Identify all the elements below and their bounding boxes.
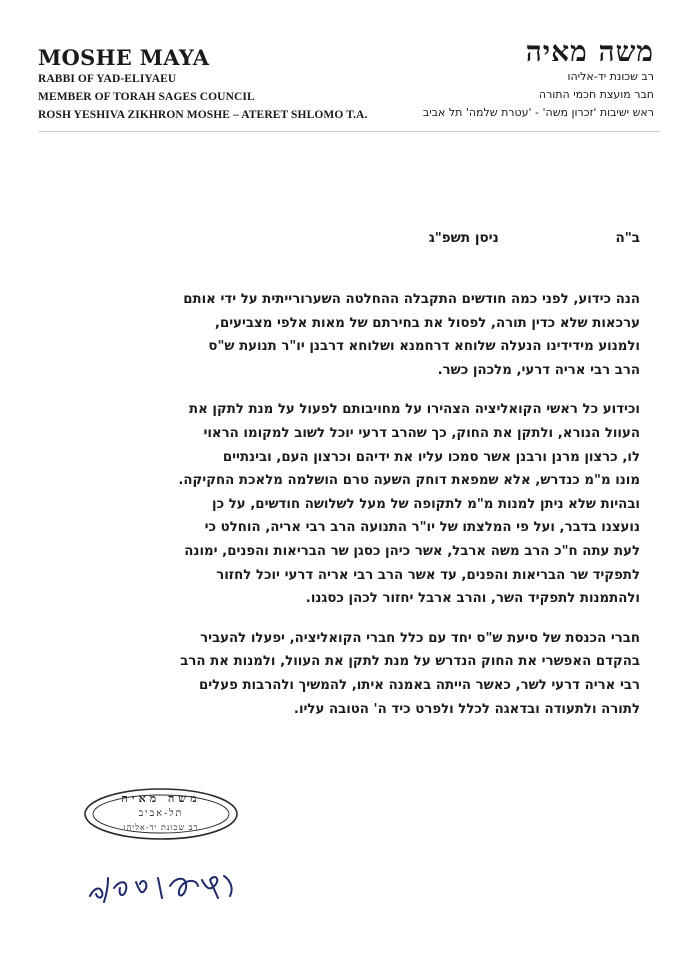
letter-date: ניסן תשפ"ג — [428, 230, 499, 246]
paragraph-2 — [84, 398, 640, 610]
body-line: מונו מ"מ כנדרש, אלא שמפאת דוחק השעה טרם הושלמה מלאכת החקיקה. — [178, 473, 640, 489]
stamp-city: תל-אביב — [138, 808, 184, 819]
body-line: ולמנוע מידידינו הנעלה שלוחא דרחמנא ושלוחא דרבנן יו"ר תנועת ש"ס — [208, 339, 640, 355]
body-line: רבי אריה דרעי לשר, כאשר הייתה באמנה איתו, להמשיך ולהרבות פעלים — [199, 677, 640, 693]
body-line: ובהיות שלא ניתן למנות מ"מ לתקופה של מעל לשלושה חודשים, על כן — [212, 496, 640, 512]
letter-body — [84, 288, 640, 737]
body-line: לתפקיד שר הבריאות והפנים, עד אשר הרב רבי אריה דרעי יוכל לחזור — [216, 567, 640, 583]
letterhead-title-en-2: MEMBER OF TORAH SAGES COUNCIL — [38, 91, 255, 103]
letterhead-title-en-3: ROSH YESHIVA ZIKHRON MOSHE – ATERET SHLOMO T.A. — [38, 109, 368, 121]
body-line: העוול הנורא, ולתקן את החוק, כך שהרב דרעי יוכל לשוב למקומו הראוי — [203, 425, 640, 441]
paragraph-3 — [84, 627, 640, 721]
letterhead-title-he-3: ראש ישיבות 'זכרון משה' - 'עטרת שלמה' תל אביב — [422, 106, 654, 119]
rabbi-stamp — [82, 786, 240, 842]
bh-mark: ב"ה — [615, 230, 640, 246]
date-line — [60, 228, 640, 248]
letterhead-name-en: MOSHE MAYA — [38, 45, 210, 70]
letterhead-title-he-2: חבר מועצת חכמי התורה — [538, 88, 654, 101]
body-line: הנה כידוע, לפני כמה חודשים התקבלה ההחלטה השערורייתית על ידי אותם — [183, 292, 640, 307]
stamp-title: רב שכונת יד-אליהו — [123, 823, 199, 832]
letterhead-divider — [38, 131, 660, 132]
body-line: לתורה ולתעודה ובדאגה לכלל ולפרט כיד ה' הטובה עליו. — [293, 701, 640, 717]
paragraph-1 — [84, 288, 640, 382]
signature-icon — [84, 858, 244, 908]
body-line: נועצנו בדבר, ועל פי המלצתו של יו"ר התנועה הרב רבי אריה, הוחלט כי — [204, 520, 640, 536]
handwritten-signature — [84, 858, 244, 908]
body-line: חברי הכנסת של סיעת ש"ס יחד עם כלל חברי הקואליציה, יפעלו להעביר — [200, 630, 640, 646]
stamp-name: משה מאיה — [121, 792, 201, 805]
body-line: וכידוע כל ראשי הקואליציה הצהירו על מחויבותם לפעול על מנת לתקן את — [188, 402, 640, 418]
body-line: ולהתמנות לתפקיד השר, והרב ארבל יחזור לכהן כסגנו. — [305, 591, 640, 607]
letterhead-title-en-1: RABBI OF YAD-ELIYAEU — [38, 73, 177, 85]
body-line: בהקדם האפשרי את החוק הנדרש על מנת לתקן את העוול, ולמנות את הרב — [180, 654, 640, 670]
body-line: ערכאות שלא כדין תורה, לפסול את בחירתם של מאות אלפי מצביעים, — [214, 315, 640, 331]
body-line: לו, כרצון מרנן ורבנן אשר סמכו עליו את ידיהם וכרצון העם, ובינתיים — [222, 449, 640, 465]
body-line: הרב רבי אריה דרעי, מלכהן כשר. — [437, 362, 640, 378]
letterhead-name-he: משה מאיה — [525, 35, 654, 68]
body-line: לעת עתה ח"כ הרב משה ארבל, אשר כיהן כסגן שר הבריאות והפנים, ימונה — [184, 543, 640, 559]
letterhead-title-he-1: רב שכונת יד-אליהו — [567, 70, 654, 83]
letterhead-hebrew — [324, 36, 654, 122]
